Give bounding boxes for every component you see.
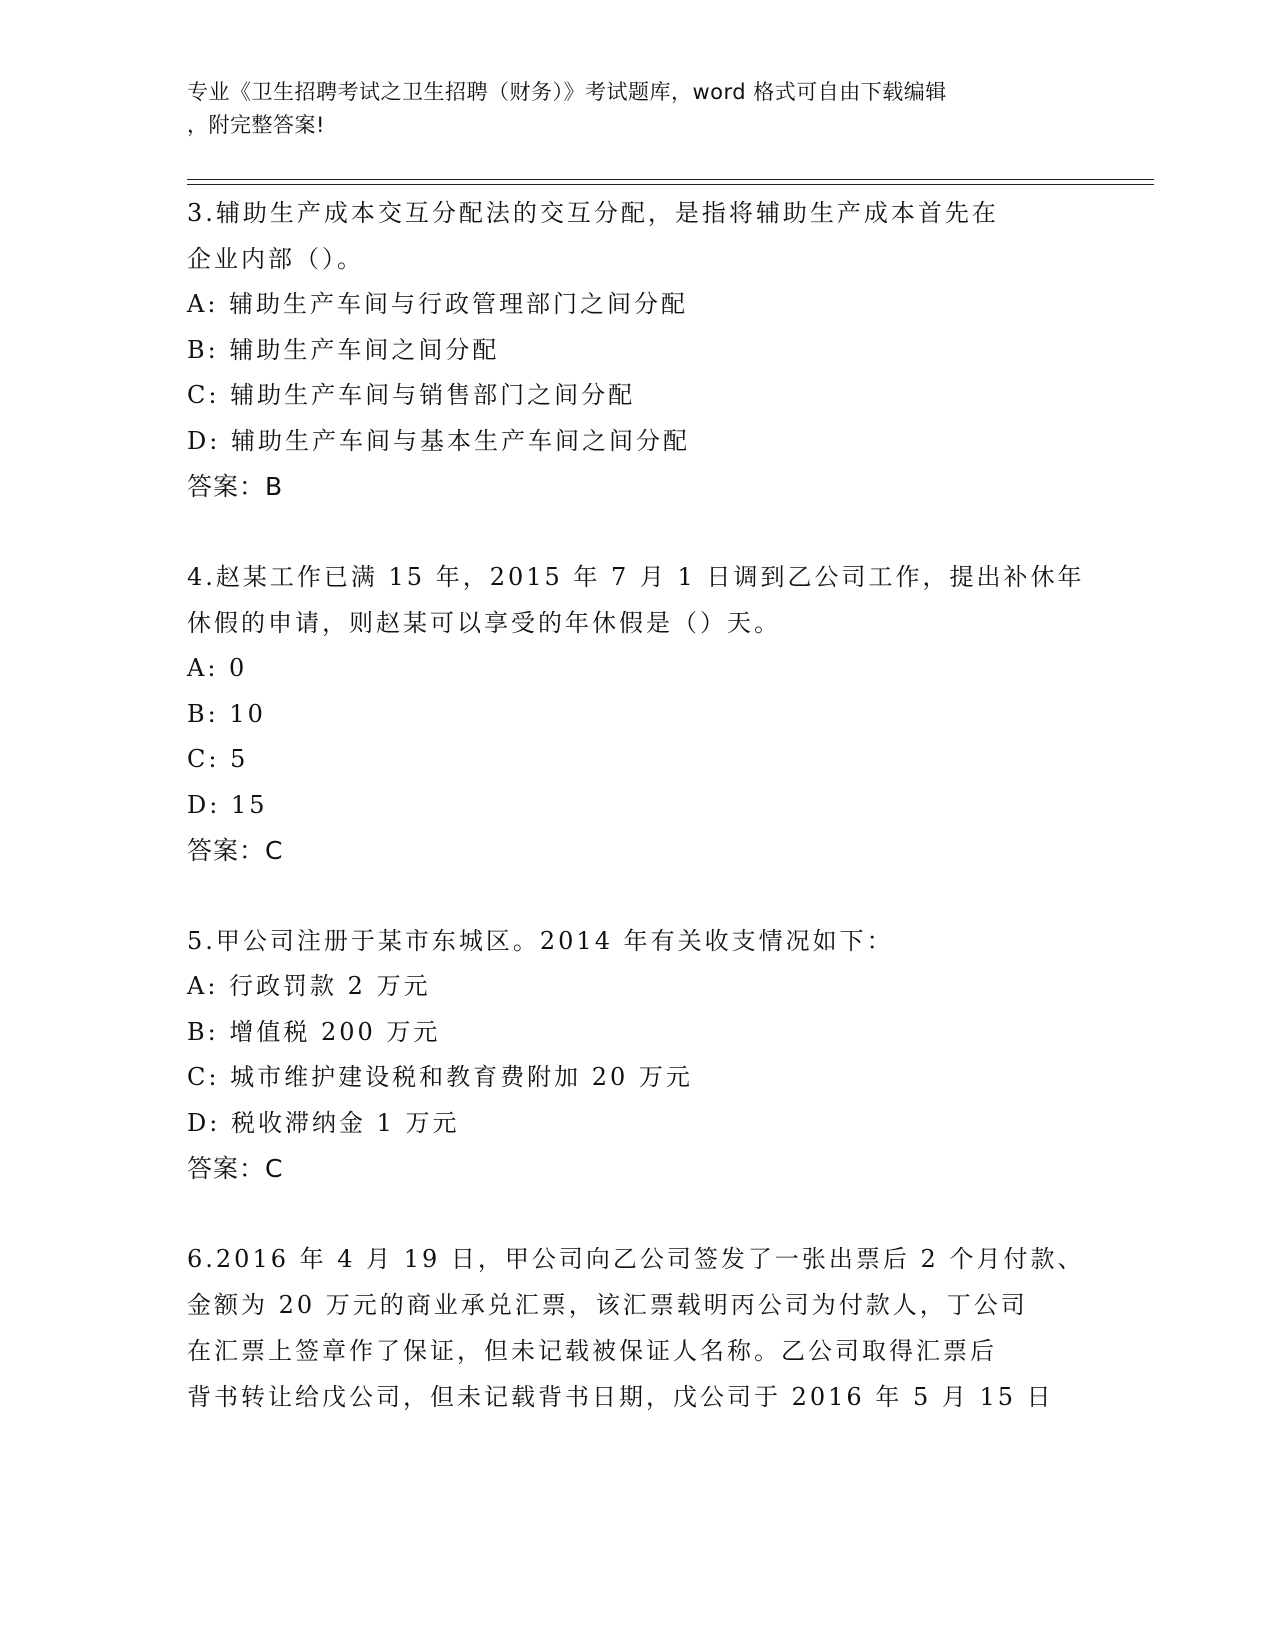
question-stem-line: 休假的申请，则赵某可以享受的年休假是（）天。 <box>187 609 781 637</box>
question-stem-line: 5.甲公司注册于某市东城区。2014 年有关收支情况如下： <box>187 927 894 955</box>
answer-label: 答案：C <box>187 1154 284 1183</box>
answer-label: 答案：B <box>187 472 284 501</box>
question-stem-line: 在汇票上签章作了保证，但未记载被保证人名称。乙公司取得汇票后 <box>187 1337 997 1365</box>
question-4 <box>187 554 1147 874</box>
question-stem-line: 6.2016 年 4 月 19 日，甲公司向乙公司签发了一张出票后 2 个月付款、 <box>187 1245 1085 1273</box>
option-b: B: 增值税 200 万元 <box>187 1017 441 1046</box>
question-stem-line: 金额为 20 万元的商业承兑汇票，该汇票载明丙公司为付款人，丁公司 <box>187 1291 1028 1319</box>
option-c: C: 辅助生产车间与销售部门之间分配 <box>187 381 636 409</box>
option-d: D: 辅助生产车间与基本生产车间之间分配 <box>187 426 690 455</box>
document-header <box>187 76 1067 142</box>
option-a: A: 0 <box>187 654 248 682</box>
question-list <box>187 190 1147 1464</box>
header-line-1: 专业《卫生招聘考试之卫生招聘（财务）》考试题库，word 格式可自由下载编辑 <box>187 80 947 104</box>
header-divider-top <box>187 179 1154 180</box>
header-divider-bottom <box>187 184 1154 185</box>
question-3 <box>187 190 1147 510</box>
question-stem-line: 背书转让给戊公司，但未记载背书日期，戊公司于 2016 年 5 月 15 日 <box>187 1383 1054 1411</box>
option-b: B: 辅助生产车间之间分配 <box>187 335 500 364</box>
question-5 <box>187 918 1147 1192</box>
question-stem-line: 企业内部（）。 <box>187 245 364 273</box>
header-line-2: ，附完整答案! <box>187 113 325 137</box>
option-b: B: 10 <box>187 699 266 728</box>
answer-label: 答案：C <box>187 836 284 865</box>
option-d: D: 15 <box>187 790 268 819</box>
option-c: C: 城市维护建设税和教育费附加 20 万元 <box>187 1063 693 1091</box>
question-6 <box>187 1236 1147 1420</box>
question-stem-line: 4.赵某工作已满 15 年，2015 年 7 月 1 日调到乙公司工作，提出补休年 <box>187 563 1085 591</box>
option-c: C: 5 <box>187 745 249 773</box>
option-d: D: 税收滞纳金 1 万元 <box>187 1108 460 1137</box>
option-a: A: 行政罚款 2 万元 <box>187 972 431 1000</box>
option-a: A: 辅助生产车间与行政管理部门之间分配 <box>187 290 689 318</box>
question-stem-line: 3.辅助生产成本交互分配法的交互分配，是指将辅助生产成本首先在 <box>187 199 999 227</box>
